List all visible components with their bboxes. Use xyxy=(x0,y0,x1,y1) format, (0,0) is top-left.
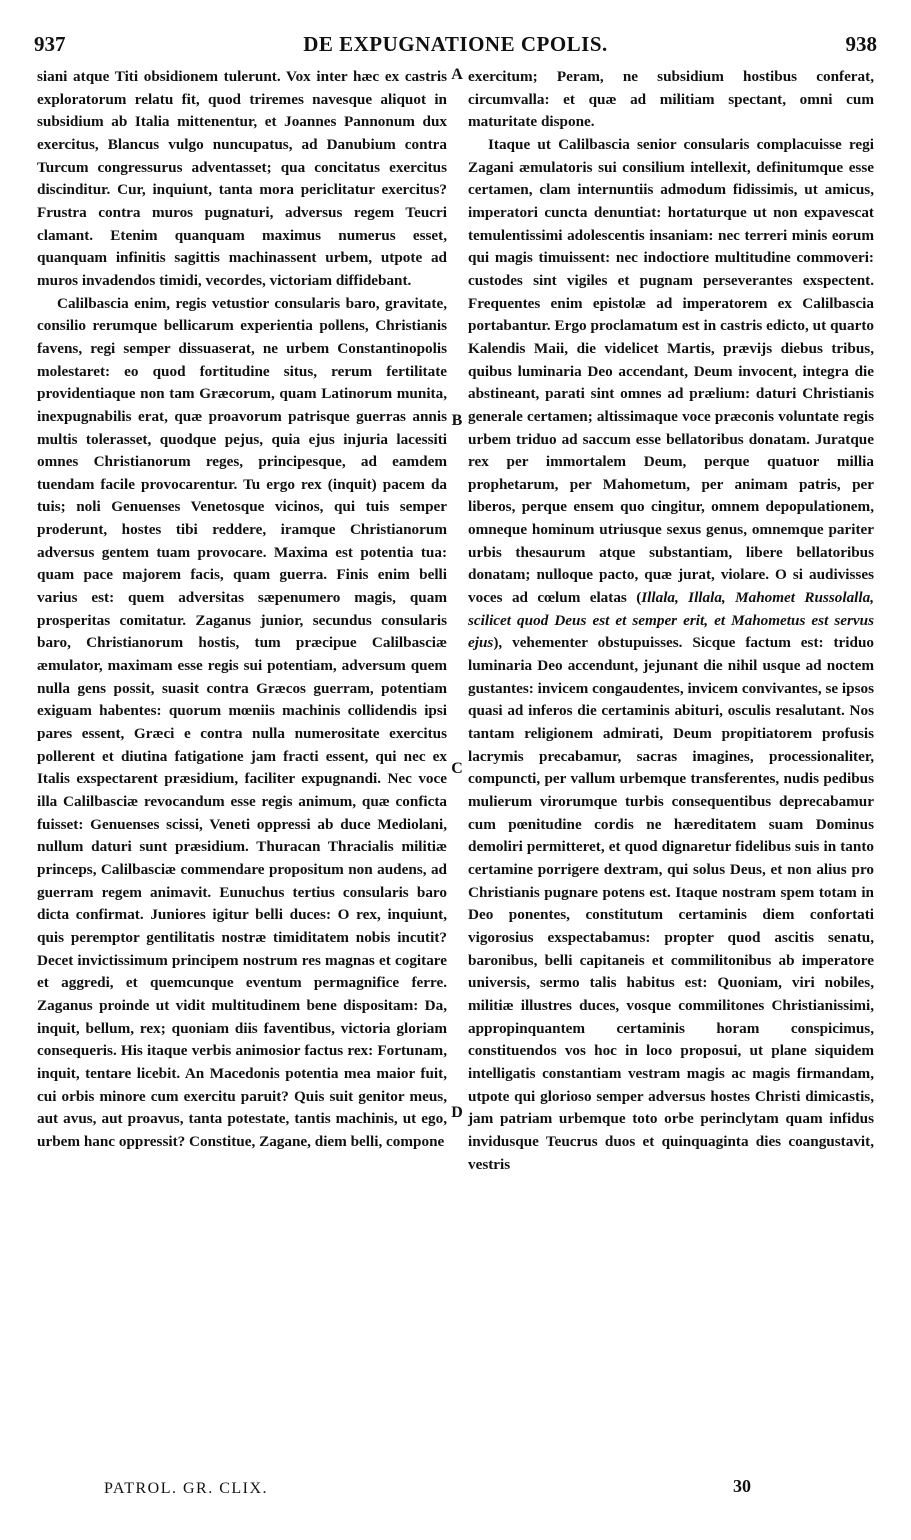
left-paragraph-2: Calilbascia enim, regis vetustior consularis baro, gravitate, consilio rerumque bellicarum experientia pollens, Christianis favens, regi semper dissuaserat, ne urbem Constantinopolis molestaret: eo quod fortitudine situs, rerum fertilitate providentiaque non tam Græcorum, quam Latinorum munita, inexpugnabilis erat, quæ proavorum patrisque guerras annis multis tolerasset, quodque pejus, quia ejus injuria lacessiti omnes Christianorum reges, principesque, ad eamdem tuendam facile provocarentur. Tu ergo rex (inquit) pacem da tuis; noli Genuenses Venetosque vicinos, qui tuis semper proderunt, hostes tibi reddere, iramque Christianorum adversus gentem tuam provocare. Maxima est potentia tua: quam pace majorem facis, quam guerra. Finis enim belli varius est: quem adversitas sæpenumero magis, quam prosperitas comitatur. Zaganus junior, secundus consularis baro, Christianorum hostis, tum præcipue Calilbasciæ æmulator, maximam esse regis sui potentiam, adversum quem nulla gens possit, suasit contra Græcos guerram, potentiam exiguam habentes: quorum mœniis machinis collidendis ipsi pares essent, Græci e contra nulla numerositate exercitus pollerent et diutina fatigatione jam fracti essent, qui nec ex Italis exspectarent præsidium, faciliter expugnandi. Nec voce illa Calilbasciæ revocandum esse regis animum, quæ conficta fuisset: Genuenses scissi, Veneti oppressi ab duce Mediolani, nullum daturi sunt præsidium. Thuracan Thracialis militiæ princeps, Calilbasciæ commendare propositum non audens, ad guerram regem animavit. Eunuchus tertius consularis baro dicta confirmat. Juniores igitur belli duces: O rex, inquiunt, quis peremptor gentilitatis nostræ timiditatem nobis incutit? Decet invictissimum principem nostrum res magnas et cogitare et aggredi, et quemcunque eventum permagnifice ferre. Zaganus proinde ut vidit multitudinem bene dispositam: Da, inquit, bellum, rex; quoniam diis faventibus, victoria gloriam consequeris. His itaque verbis animosior factus rex: Fortunam, inquit, tentare licebit. An Macedonis potentia mea maior fuit, cui orbis minore cum exercitu paruit? Quis suit genitor meus, aut avus, aut proavus, tanta potestate, tantis machinis, ut ego, urbem hanc oppressit? Constitue, Zagane, diem belli, compone xyxy=(37,294,447,1150)
margin-marker-d: D xyxy=(451,1104,463,1121)
running-header xyxy=(34,32,877,62)
left-paragraph-1: siani atque Titi obsidionem tulerunt. Vox inter hæc ex castris exploratorum relatu fit, quod triremes navesque aliquot in subsidium ab Italia mittenentur, et Joannes Pannonum dux exercitus, Blancus vulgo nuncupatus, ad Danubium contra Turcum congressurus adventasset; qua concitatus exercitus discinditur. Cur, inquiunt, tanta mora periclitatur exercitus? Frustra contra muros pugnaturi, adversus regem Teucri clamant. Etenim quanquam maximus numerus esset, quanquam infinitis sagittis machinassent urbem, utpote ad muros invadendos timidi, vecordes, victoriam diffidebant. xyxy=(37,68,447,289)
left-column xyxy=(37,66,447,1154)
italic-invocation: Illala, Illala, Mahomet Russolalla, scilicet quod Deus est et semper erit, et Mahometus est servus ejus xyxy=(468,589,874,652)
right-paragraph-1: exercitum; Peram, ne subsidium hostibus conferat, circumvalla: et quæ ad militiam spectant, omni cum maturitate dispone. xyxy=(468,68,874,131)
footer-signature: 30 xyxy=(733,1476,751,1496)
margin-marker-b: B xyxy=(451,412,463,429)
page-number-left: 937 xyxy=(34,32,66,56)
page-number-right: 938 xyxy=(845,32,877,56)
right-paragraph-2-part-a: Itaque ut Calilbascia senior consularis complacuisse regi Zagani æmulatoris sui consilium intellexit, definitumque esse certamen, clam internuntiis admodum fidissimis, ut amicus, imperatori cuncta denuntiat: hortaturque ut non expavescat temulentissimi adolescentis insaniam: nec terreri minis eorum qui magis timuissent: nec indoctiore multitudine commoveri: custodes sint vigiles et pugnam perseverantes exspectent. Frequentes enim epistolæ ad imperatorem ex Calilbascia portabantur. Ergo proclamatum est in castris edicto, ut quarto Kalendis Maii, die videlicet Martis, prævijs diebus tribus, quibus luminaria Deo accendant, Deum invocent, integra die abstineant, parati sint omnes ad prælium: daturi Christianis generale certamen; altissimaque voce præconis voluntate regis urbem triduo ad saccum esse bellatoribus donatam. Juratque rex per immortalem Deum, perque quatuor millia prophetarum, per Mahometum, per animam patris, per liberos, perque ensem quo cingitur, omnem depopulationem, omneque hominum utriusque sexus genus, omnemque pariter urbis thesaurum atque substantiam, libere bellatoribus donatam; nulloque pacto, quæ jurat, violare. O si audivisses voces ad cœlum elatas ( xyxy=(468,135,874,607)
right-paragraph-2 xyxy=(468,134,874,1176)
right-paragraph-2-part-b: ), vehementer obstupuisses. Sicque factum est: triduo luminaria Deo accendunt, jejunant die nihil usque ad noctem gustantes: invicem congaudentes, invicem convivantes, se ipsos quasi ad inferos die certaminis abituri, osculis resalutant. Nos tantam religionem admirati, Deum propitiatorem profusis lacrymis precabamur, sacras imagines, processionaliter, compuncti, per vallum urbemque transferentes, nudis pedibus mulierum virorumque turbis consequentibus deprecabamur cum pœnitudine cordis ne hæreditatem suam Dominus demoliri permitteret, et quod dignaretur fidelibus suis in tanto certamine porrigere dextram, qui solus Deus, et non alius pro Christianis pugnare potens est. Itaque nostram spem totam in Deo ponentes, constitutum certaminis diem confortati vigorosius exspectabamus: propter quod ascitis senatu, baronibus, belli capitaneis et commilitonibus ab imperatore universis, sermo talis habitus est: Quoniam, viri nobiles, militiæ illustres duces, vosque commilitones Christianissimi, appropinquantem certaminis horam conspicimus, constituendos vos hoc in loco proposui, ut plane siquidem intelligatis constantiam vestram magis ac magis firmandam, utpote qui glorioso semper adversus hostes Christi dimicastis, jam patriam urbemque toto orbe perinclytam quam infidus invidusque Teucrus duos et quinquaginta dies coangustavit, vestris xyxy=(468,634,874,1173)
margin-marker-a: A xyxy=(451,66,463,83)
footer-series: PATROL. GR. CLIX. xyxy=(104,1480,269,1497)
running-title: DE EXPUGNATIONE CPOLIS. xyxy=(303,32,608,56)
right-column xyxy=(468,66,874,1176)
margin-marker-c: C xyxy=(451,760,463,777)
